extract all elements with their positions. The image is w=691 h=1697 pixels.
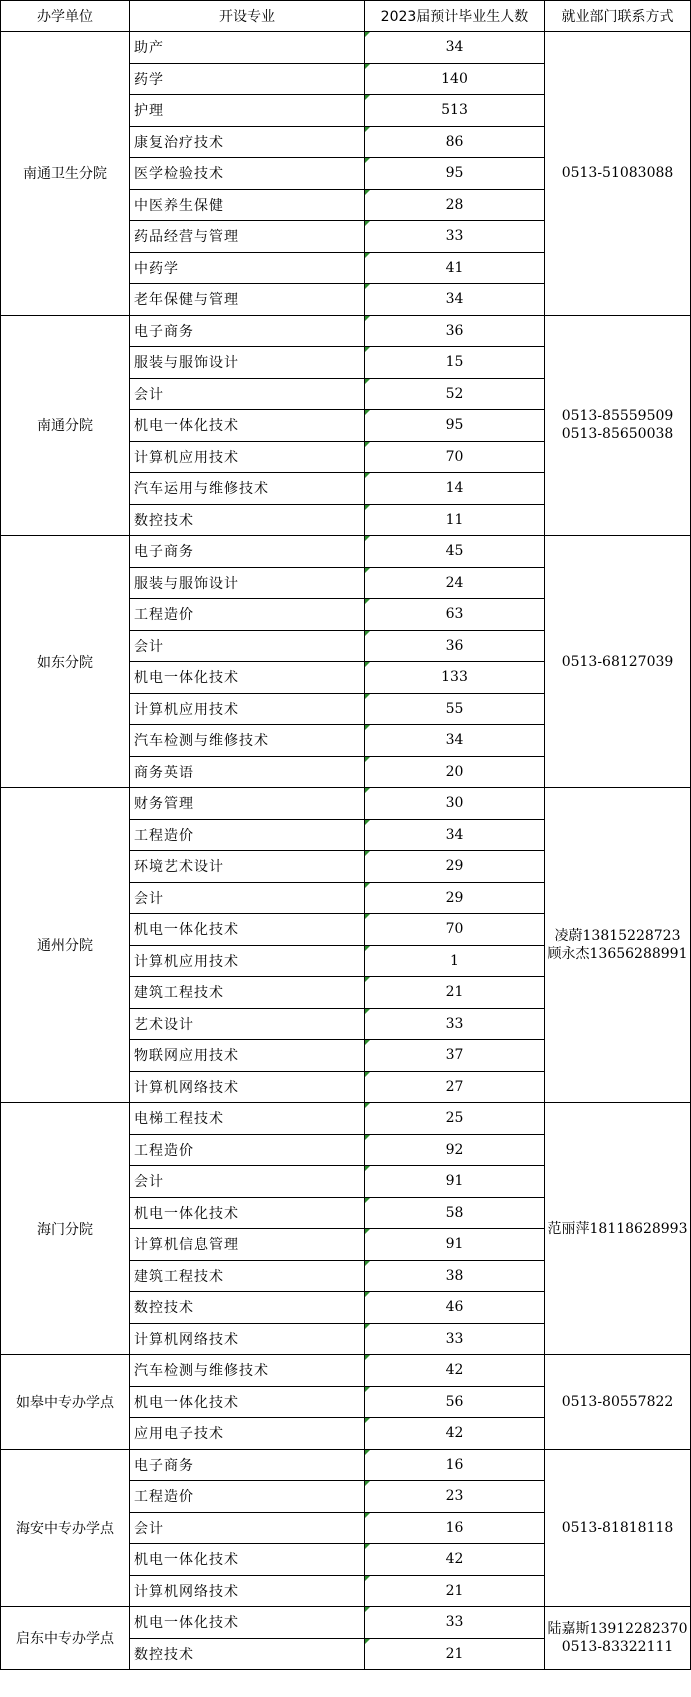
count-cell: 25 [365,1103,545,1135]
major-cell: 老年保健与管理 [130,284,365,316]
major-cell: 机电一体化技术 [130,1197,365,1229]
major-cell: 数控技术 [130,1292,365,1324]
count-cell: 24 [365,567,545,599]
contact-cell [545,315,691,536]
major-cell: 数控技术 [130,1638,365,1670]
contact-cell [545,1103,691,1355]
header-contact: 就业部门联系方式 [545,1,691,32]
count-cell: 33 [365,1008,545,1040]
major-cell: 护理 [130,95,365,127]
count-cell: 21 [365,1638,545,1670]
major-cell: 电子商务 [130,536,365,568]
unit-cell: 启东中专办学点 [1,1607,130,1670]
table-row [1,32,691,64]
count-cell: 34 [365,819,545,851]
contact-cell [545,1607,691,1670]
count-cell: 29 [365,882,545,914]
contact-cell [545,536,691,788]
contact-line: 陆嘉斯13912282370 [547,1621,688,1637]
major-cell: 工程造价 [130,1481,365,1513]
major-cell: 工程造价 [130,1134,365,1166]
count-cell: 140 [365,63,545,95]
major-cell: 机电一体化技术 [130,410,365,442]
major-cell: 助产 [130,32,365,64]
unit-cell: 南通分院 [1,315,130,536]
major-cell: 环境艺术设计 [130,851,365,883]
count-cell: 86 [365,126,545,158]
major-cell: 工程造价 [130,819,365,851]
major-cell: 物联网应用技术 [130,1040,365,1072]
count-cell: 16 [365,1449,545,1481]
unit-cell: 如东分院 [1,536,130,788]
major-cell: 机电一体化技术 [130,914,365,946]
contact-cell [545,788,691,1103]
major-cell: 电梯工程技术 [130,1103,365,1135]
count-cell: 513 [365,95,545,127]
count-cell: 14 [365,473,545,505]
count-cell: 91 [365,1166,545,1198]
count-cell: 33 [365,1607,545,1639]
count-cell: 33 [365,221,545,253]
count-cell: 41 [365,252,545,284]
count-cell: 34 [365,725,545,757]
count-cell: 42 [365,1355,545,1387]
major-cell: 商务英语 [130,756,365,788]
major-cell: 机电一体化技术 [130,1386,365,1418]
major-cell: 计算机信息管理 [130,1229,365,1261]
count-cell: 29 [365,851,545,883]
major-cell: 计算机应用技术 [130,693,365,725]
header-major: 开设专业 [130,1,365,32]
major-cell: 医学检验技术 [130,158,365,190]
major-cell: 康复治疗技术 [130,126,365,158]
unit-cell: 通州分院 [1,788,130,1103]
count-cell: 30 [365,788,545,820]
count-cell: 38 [365,1260,545,1292]
major-cell: 汽车检测与维修技术 [130,725,365,757]
header-unit: 办学单位 [1,1,130,32]
table-row [1,536,691,568]
major-cell: 计算机应用技术 [130,945,365,977]
major-cell: 电子商务 [130,315,365,347]
count-cell: 34 [365,284,545,316]
major-cell: 机电一体化技术 [130,662,365,694]
header-count: 2023届预计毕业生人数 [365,1,545,32]
count-cell: 46 [365,1292,545,1324]
header-row [1,1,691,32]
table-row [1,788,691,820]
count-cell: 27 [365,1071,545,1103]
major-cell: 汽车运用与维修技术 [130,473,365,505]
major-cell: 建筑工程技术 [130,1260,365,1292]
contact-cell [545,1449,691,1607]
major-cell: 财务管理 [130,788,365,820]
count-cell: 23 [365,1481,545,1513]
table-body [1,32,691,1670]
unit-cell: 海安中专办学点 [1,1449,130,1607]
table-row [1,1355,691,1387]
contact-line: 0513-85650038 [561,426,674,443]
count-cell: 16 [365,1512,545,1544]
table-row [1,1103,691,1135]
contact-line: 顾永杰13656288991 [547,946,688,962]
table-row [1,1449,691,1481]
count-cell: 11 [365,504,545,536]
count-cell: 21 [365,1575,545,1607]
unit-cell: 海门分院 [1,1103,130,1355]
count-cell: 36 [365,630,545,662]
contact-cell [545,32,691,316]
major-cell: 机电一体化技术 [130,1544,365,1576]
contact-line: 0513-85559509 [561,408,674,425]
count-cell: 133 [365,662,545,694]
unit-cell: 南通卫生分院 [1,32,130,316]
count-cell: 20 [365,756,545,788]
major-cell: 艺术设计 [130,1008,365,1040]
count-cell: 58 [365,1197,545,1229]
contact-cell [545,1355,691,1450]
major-cell: 服装与服饰设计 [130,567,365,599]
count-cell: 1 [365,945,545,977]
major-cell: 计算机应用技术 [130,441,365,473]
count-cell: 28 [365,189,545,221]
major-cell: 中药学 [130,252,365,284]
count-cell: 55 [365,693,545,725]
contact-line: 范丽萍18118628993 [547,1220,688,1237]
count-cell: 21 [365,977,545,1009]
major-cell: 计算机网络技术 [130,1071,365,1103]
contact-line: 0513-83322111 [561,1639,674,1655]
major-cell: 汽车检测与维修技术 [130,1355,365,1387]
contact-line: 0513-81818118 [561,1519,674,1536]
count-cell: 36 [365,315,545,347]
major-cell: 会计 [130,882,365,914]
major-cell: 计算机网络技术 [130,1575,365,1607]
major-cell: 工程造价 [130,599,365,631]
major-cell: 药学 [130,63,365,95]
count-cell: 52 [365,378,545,410]
major-cell: 会计 [130,378,365,410]
major-cell: 机电一体化技术 [130,1607,365,1639]
count-cell: 95 [365,158,545,190]
count-cell: 37 [365,1040,545,1072]
major-cell: 服装与服饰设计 [130,347,365,379]
unit-cell: 如皋中专办学点 [1,1355,130,1450]
count-cell: 70 [365,914,545,946]
count-cell: 42 [365,1544,545,1576]
count-cell: 15 [365,347,545,379]
count-cell: 56 [365,1386,545,1418]
table-row [1,1607,691,1639]
major-cell: 应用电子技术 [130,1418,365,1450]
contact-line: 0513-68127039 [561,653,674,670]
major-cell: 数控技术 [130,504,365,536]
count-cell: 42 [365,1418,545,1450]
major-cell: 会计 [130,1512,365,1544]
contact-line: 0513-80557822 [561,1393,674,1410]
count-cell: 92 [365,1134,545,1166]
contact-line: 0513-51083088 [561,165,674,182]
major-cell: 计算机网络技术 [130,1323,365,1355]
count-cell: 33 [365,1323,545,1355]
count-cell: 45 [365,536,545,568]
major-cell: 电子商务 [130,1449,365,1481]
count-cell: 34 [365,32,545,64]
count-cell: 91 [365,1229,545,1261]
major-cell: 会计 [130,1166,365,1198]
count-cell: 63 [365,599,545,631]
major-cell: 会计 [130,630,365,662]
major-cell: 建筑工程技术 [130,977,365,1009]
count-cell: 70 [365,441,545,473]
contact-line: 凌蔚13815228723 [554,928,681,944]
major-cell: 药品经营与管理 [130,221,365,253]
table-row [1,315,691,347]
major-cell: 中医养生保健 [130,189,365,221]
count-cell: 95 [365,410,545,442]
